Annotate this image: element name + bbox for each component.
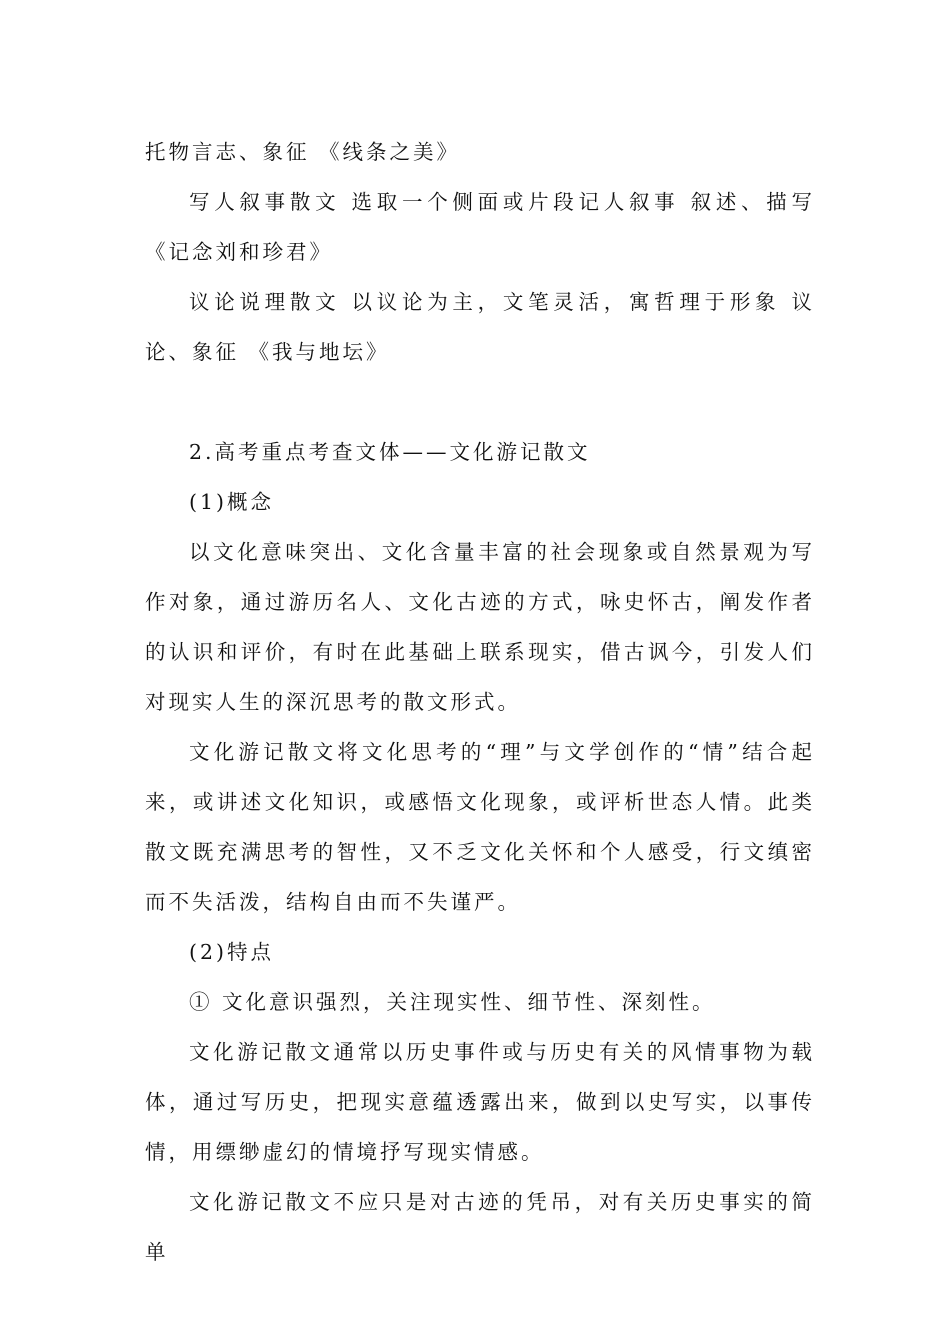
paragraph-line-art: 托物言志、象征 《线条之美》 [145,140,461,164]
document-body [145,127,815,1277]
section-heading: 2.高考重点考查文体——文化游记散文 [189,440,591,464]
paragraph-concept-definition: 以文化意味突出、文化含量丰富的社会现象或自然景观为写作对象，通过游历名人、文化古迹的方式，咏史怀古，阐发作者的认识和评价，有时在此基础上联系现实，借古讽今，引发人们对现实人生的深沉思考的散文形式。 [145,540,815,714]
feature-item-1: ① 文化意识强烈，关注现实性、细节性、深刻性。 [189,990,716,1014]
paragraph-feature-continued: 文化游记散文不应只是对古迹的凭吊，对有关历史事实的简单 [145,1190,815,1264]
sub-heading-concept: (1)概念 [189,490,275,514]
paragraph-narrative-prose: 写人叙事散文 选取一个侧面或片段记人叙事 叙述、描写 《记念刘和珍君》 [145,190,815,264]
paragraph-argumentative-prose: 议论说理散文 以议论为主，文笔灵活，寓哲理于形象 议论、象征 《我与地坛》 [145,290,815,364]
paragraph-feature-detail: 文化游记散文通常以历史事件或与历史有关的风情事物为载体，通过写历史，把现实意蕴透露出来，做到以史写实，以事传情，用缥缈虚幻的情境抒写现实情感。 [145,1040,815,1164]
sub-heading-features: (2)特点 [189,940,275,964]
paragraph-concept-detail: 文化游记散文将文化思考的“理”与文学创作的“情”结合起来，或讲述文化知识，或感悟文化现象，或评析世态人情。此类散文既充满思考的智性，又不乏文化关怀和个人感受，行文缜密而不失活泼，结构自由而不失谨严。 [145,740,815,914]
spacer [145,377,815,427]
